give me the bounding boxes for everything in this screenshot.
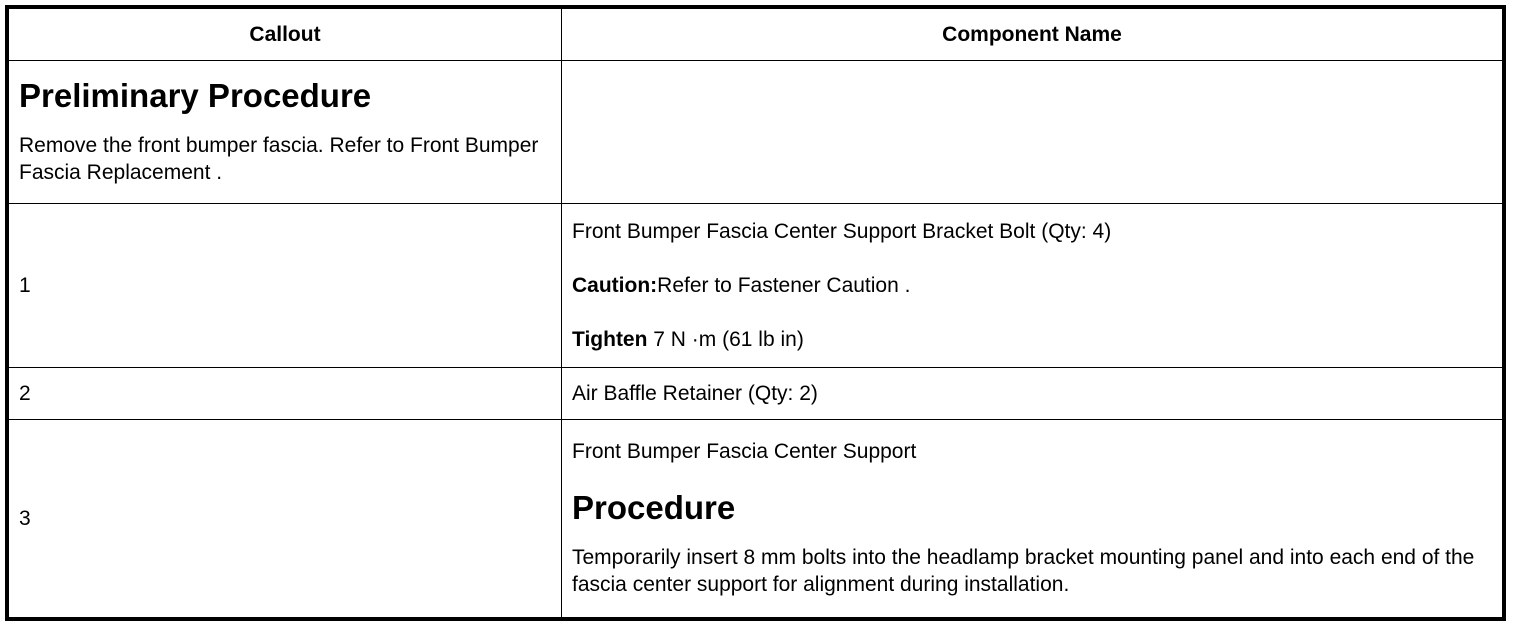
- preliminary-row: [9, 61, 1503, 204]
- preliminary-title: Preliminary Procedure: [19, 76, 372, 114]
- component-name: Front Bumper Fascia Center Support: [572, 440, 917, 464]
- caution-label: Caution:: [572, 273, 658, 297]
- header-row: [9, 9, 1503, 61]
- component-name: Front Bumper Fascia Center Support Bracket Bolt (Qty: 4): [572, 219, 1112, 243]
- procedure-text: Temporarily insert 8 mm bolts into the headlamp bracket mounting panel and into each end of the fascia center support for alignment during installation.: [572, 546, 1475, 597]
- table-row: [9, 420, 1503, 618]
- component-cell: Air Baffle Retainer (Qty: 2): [562, 368, 1503, 420]
- component-cell: [562, 420, 1503, 618]
- tighten-text: 7 N ·m (61 lb in): [647, 328, 804, 352]
- procedure-table: [5, 5, 1506, 621]
- component-cell: [562, 204, 1503, 368]
- component-name-header: Component Name: [562, 9, 1503, 61]
- caution-note: [572, 272, 1492, 299]
- tighten-label: Tighten: [572, 328, 648, 352]
- preliminary-text: Remove the front bumper fascia. Refer to Front Bumper Fascia Replacement .: [19, 133, 539, 185]
- callout-header: Callout: [9, 9, 562, 61]
- callout-cell: 1: [9, 204, 562, 368]
- caution-text: Refer to Fastener Caution .: [657, 273, 911, 297]
- table-row: [9, 368, 1503, 420]
- tighten-spec: [572, 326, 1492, 353]
- table-row: [9, 204, 1503, 368]
- component-table: [8, 8, 1503, 618]
- callout-cell: 2: [9, 368, 562, 420]
- preliminary-empty-cell: [562, 61, 1503, 204]
- callout-cell: 3: [9, 420, 562, 618]
- preliminary-cell: [9, 61, 562, 204]
- procedure-title: Procedure: [572, 488, 736, 526]
